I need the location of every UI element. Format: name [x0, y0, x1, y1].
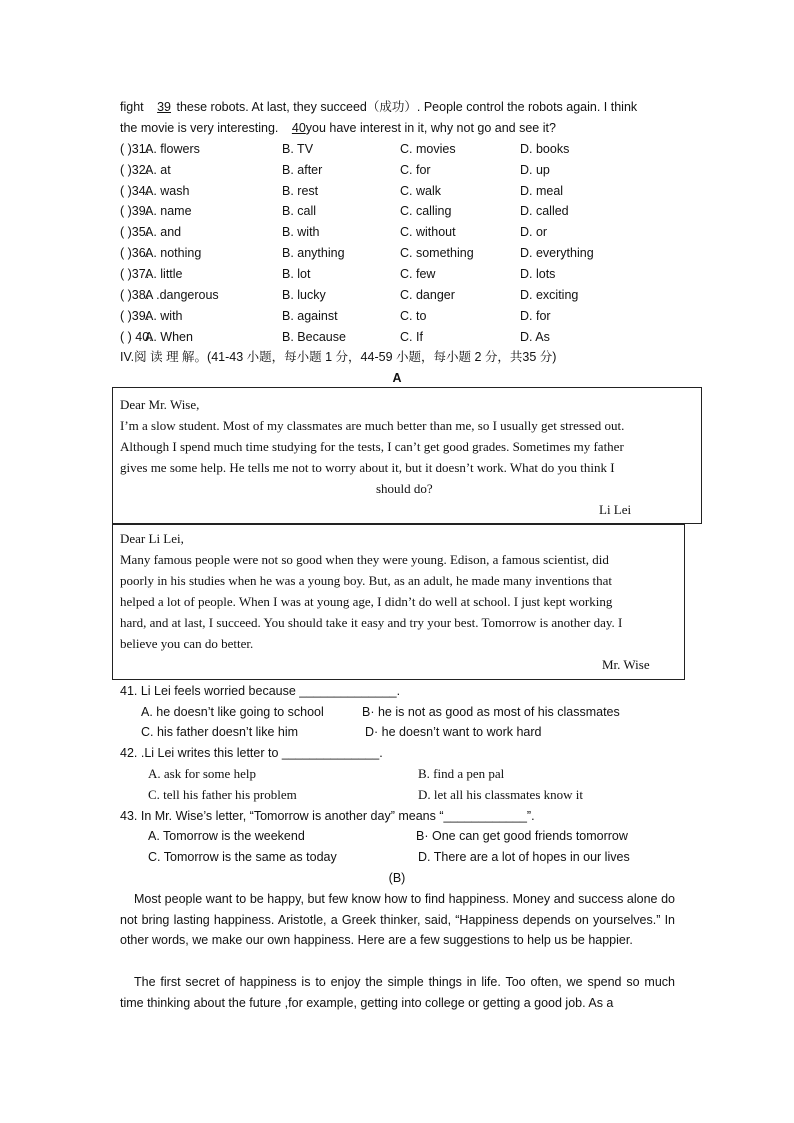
cloze-text: these robots. At last, they succeed（成功）. People control the robots again. I think [173, 100, 638, 114]
question-43-stem: 43. In Mr. Wise’s letter, “Tomorrow is another day” means “____________”. [120, 809, 535, 823]
option-choice-b: B. call [282, 204, 317, 218]
part-b-label: (B) [388, 871, 406, 885]
option-choice-b: B. against [282, 309, 338, 323]
question-43-option-d: D. There are a lot of hopes in our lives [418, 850, 630, 864]
question-43-option-a: A. Tomorrow is the weekend [148, 829, 305, 843]
question-42-option-b: B. find a pen pal [418, 766, 505, 781]
option-number: ( )34. [120, 184, 150, 198]
letter-signature: Li Lei [599, 502, 632, 517]
option-choice-a: A. wash [145, 184, 190, 198]
option-choice-d: D. or [520, 225, 548, 239]
question-42-stem: 42. .Li Lei writes this letter to ______________. [120, 746, 383, 760]
cloze-line-2 [120, 118, 556, 138]
option-choice-d: D. books [520, 142, 570, 156]
option-choice-c: C. calling [400, 204, 452, 218]
letter-line: Many famous people were not so good when they were young. Edison, a famous scientist, did [120, 552, 609, 567]
option-choice-a: A .dangerous [145, 288, 219, 302]
option-number: ( )31. [120, 142, 150, 156]
option-choice-c: C. to [400, 309, 427, 323]
option-choice-b: B. Because [282, 330, 346, 344]
option-number: ( )36. [120, 246, 150, 260]
section-title: IV.阅 读 理 解。(41-43 小题，每小题 1 分，44-59 小题，每小题 2 分，共35 分) [120, 350, 557, 364]
option-choice-b: B. lucky [282, 288, 326, 302]
option-choice-c: C. movies [400, 142, 456, 156]
option-number: ( )35. [120, 225, 150, 239]
letter-line: Although I spend much time studying for the tests, I can’t get good grades. Sometimes my father [120, 439, 624, 454]
option-choice-c: C. walk [400, 184, 441, 198]
option-choice-a: A. flowers [145, 142, 200, 156]
cloze-blank-40: 40 [291, 121, 306, 135]
question-41-option-b: B· he is not as good as most of his classmates [362, 705, 620, 719]
cloze-text: the movie is very interesting. [120, 121, 282, 135]
letter-signature: Mr. Wise [602, 657, 650, 672]
option-choice-d: D. everything [520, 246, 594, 260]
letter-greeting: Dear Li Lei, [120, 531, 184, 546]
option-choice-d: D. for [520, 309, 551, 323]
option-choice-b: B. TV [282, 142, 314, 156]
option-choice-d: D. lots [520, 267, 556, 281]
letter-1 [120, 394, 631, 520]
option-choice-d: D. meal [520, 184, 564, 198]
option-choice-a: A. name [145, 204, 192, 218]
question-43-option-b: B· One can get good friends tomorrow [416, 829, 628, 843]
option-choice-c: C. something [400, 246, 474, 260]
question-41-stem: 41. Li Lei feels worried because ______________. [120, 684, 401, 698]
question-41-option-c: C. his father doesn’t like him [141, 725, 299, 739]
option-choice-b: B. rest [282, 184, 319, 198]
letter-2 [120, 528, 650, 675]
letter-line: I’m a slow student. Most of my classmates are much better than me, so I usually get stressed out. [120, 418, 625, 433]
option-number: ( )38. [120, 288, 150, 302]
letter-line: hard, and at last, I succeed. You should take it easy and try your best. Tomorrow is another day. I [120, 615, 623, 630]
option-choice-c: C. few [400, 267, 436, 281]
option-choice-c: C. without [400, 225, 456, 239]
option-choice-c: C. danger [400, 288, 455, 302]
option-choice-a: A. When [145, 330, 193, 344]
option-choice-c: C. If [400, 330, 423, 344]
option-choice-a: A. and [145, 225, 182, 239]
option-choice-d: D. As [520, 330, 550, 344]
letter-line: helped a lot of people. When I was at young age, I didn’t do well at school. I just kept working [120, 594, 613, 609]
question-41-option-a: A. he doesn’t like going to school [141, 705, 324, 719]
part-a-label: A [392, 371, 402, 385]
letter-line: believe you can do better. [120, 636, 254, 651]
cloze-text: you have interest in it, why not go and see it? [305, 121, 556, 135]
option-choice-a: A. at [145, 163, 171, 177]
question-43-option-c: C. Tomorrow is the same as today [148, 850, 337, 864]
passage-b-paragraph-2: The first secret of happiness is to enjoy the simple things in life. Too often, we spend so much time thinking about the future ,for example, getting into college or getting a good job. As a [120, 975, 675, 1010]
option-choice-d: D. called [520, 204, 569, 218]
option-choice-a: A. with [145, 309, 183, 323]
option-choice-b: B. after [282, 163, 323, 177]
question-42-option-c: C. tell his father his problem [148, 787, 297, 802]
letter-line: gives me some help. He tells me not to worry about it, but it doesn’t work. What do you think I [120, 460, 615, 475]
cloze-text: fight [120, 100, 148, 114]
option-choice-a: A. little [145, 267, 183, 281]
question-42-option-d: D. let all his classmates know it [418, 787, 584, 802]
option-number: ( )39. [120, 309, 150, 323]
option-number: ( ) 40. [120, 330, 153, 344]
option-number: ( )37. [120, 267, 150, 281]
cloze-line-1 [120, 97, 637, 117]
passage-b-paragraph-1: Most people want to be happy, but few know how to find happiness. Money and success alone do not bring lasting happiness. Aristotle, a Greek thinker, said, “Happiness depends on yourselves.” In other words, we make our own happiness. Here are a few suggestions to help us be happier. [120, 892, 675, 947]
option-choice-d: D. up [520, 163, 550, 177]
option-choice-a: A. nothing [145, 246, 202, 260]
question-42-option-a: A. ask for some help [148, 766, 256, 781]
question-41-option-d: D· he doesn’t want to work hard [365, 725, 542, 739]
option-choice-c: C. for [400, 163, 431, 177]
option-choice-b: B. with [282, 225, 320, 239]
option-choice-b: B. anything [282, 246, 345, 260]
letter-greeting: Dear Mr. Wise, [120, 397, 200, 412]
option-number: ( )39. [120, 204, 150, 218]
cloze-blank-39: 39 [157, 100, 172, 114]
option-choice-d: D. exciting [520, 288, 579, 302]
option-choice-b: B. lot [282, 267, 311, 281]
letter-line: should do? [376, 481, 433, 496]
option-number: ( )32. [120, 163, 150, 177]
letter-line: poorly in his studies when he was a young boy. But, as an adult, he made many inventions that [120, 573, 612, 588]
